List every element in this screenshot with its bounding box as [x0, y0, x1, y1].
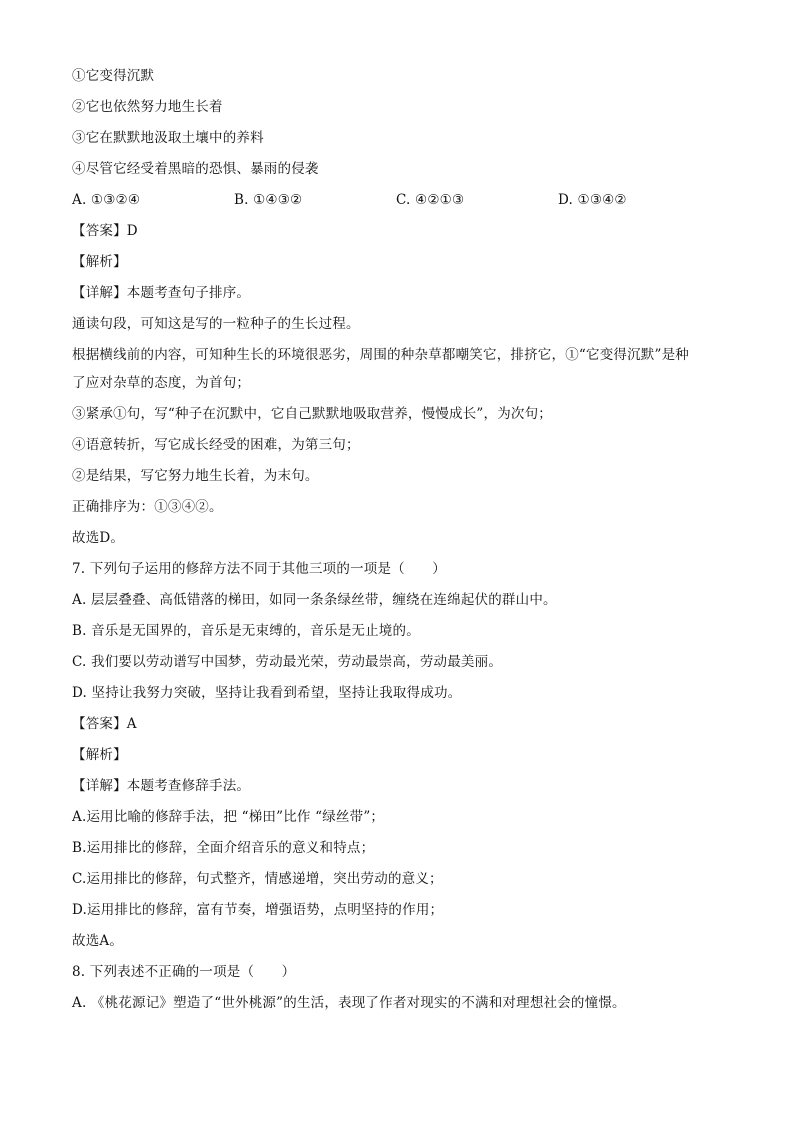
- sentence-item-2: ②它也依然努力地生长着: [72, 99, 223, 115]
- q6-option-c: C. ④②①③: [396, 192, 465, 208]
- q6-analysis-line-6: 正确排序为：①③④②。: [72, 499, 223, 515]
- q8-option-a: A. 《桃花源记》塑造了“世外桃源”的生活，表现了作者对现实的不满和对理想社会的憧憬。: [72, 995, 626, 1011]
- q7-option-d: D. 坚持让我努力突破，坚持让我看到希望，坚持让我取得成功。: [72, 685, 462, 701]
- q6-answer: 【答案】D: [72, 223, 138, 239]
- document-page: [72, 64, 732, 1022]
- q7-analysis-a: A.运用比喻的修辞手法，把 “梯田”比作 “绿丝带”；: [72, 809, 385, 825]
- q7-stem: 7. 下列句子运用的修辞方法不同于其他三项的一项是（ ）: [72, 561, 446, 577]
- q7-option-c: C. 我们要以劳动谱写中国梦，劳动最光荣，劳动最崇高，劳动最美丽。: [72, 654, 503, 670]
- sentence-item-3: ③它在默默地汲取土壤中的养料: [72, 130, 264, 146]
- sentence-item-1: ①它变得沉默: [72, 68, 155, 84]
- q6-option-d: D. ①③④②: [558, 192, 627, 208]
- q7-option-b: B. 音乐是无国界的，音乐是无束缚的，音乐是无止境的。: [72, 623, 420, 639]
- q7-detail: 【详解】本题考查修辞手法。: [72, 778, 251, 794]
- q7-analysis-label: 【解析】: [72, 747, 127, 763]
- q6-conclusion: 故选D。: [72, 530, 125, 546]
- q7-option-a: A. 层层叠叠、高低错落的梯田，如同一条条绿丝带，缠绕在连绵起伏的群山中。: [72, 592, 557, 608]
- q6-option-a: A. ①③②④: [72, 192, 141, 208]
- q6-analysis-line-5: ②是结果，写它努力地生长着，为末句。: [72, 468, 319, 484]
- q6-analysis-line-1: 通读句段，可知这是写的一粒种子的生长过程。: [72, 316, 360, 332]
- q8-stem: 8. 下列表述不正确的一项是（ ）: [72, 964, 296, 980]
- q6-analysis-line-2b: 了应对杂草的态度，为首句；: [72, 375, 251, 391]
- q7-analysis-c: C.运用排比的修辞，句式整齐，情感递增，突出劳动的意义；: [72, 871, 443, 887]
- q6-option-b: B. ①④③②: [234, 192, 303, 208]
- q6-analysis-line-3: ③紧承①句，写“种子在沉默中，它自己默默地吸取营养，慢慢成长”，为次句；: [72, 406, 553, 422]
- q6-analysis-label: 【解析】: [72, 254, 127, 270]
- sentence-item-4: ④尽管它经受着黑暗的恐惧、暴雨的侵袭: [72, 161, 319, 177]
- q7-analysis-b: B.运用排比的修辞，全面介绍音乐的意义和特点；: [72, 840, 375, 856]
- q7-answer: 【答案】A: [72, 716, 137, 732]
- q7-analysis-d: D.运用排比的修辞，富有节奏，增强语势，点明坚持的作用；: [72, 902, 444, 918]
- q6-analysis-line-2a: 根据横线前的内容，可知种生长的环境很恶劣，周围的种杂草都嘲笑它，排挤它，①“它变得沉默”是种: [72, 347, 690, 363]
- q7-conclusion: 故选A。: [72, 933, 124, 949]
- q6-detail: 【详解】本题考查句子排序。: [72, 285, 251, 301]
- q6-options: [72, 188, 732, 219]
- q6-analysis-line-4: ④语意转折，写它成长经受的困难，为第三句；: [72, 437, 360, 453]
